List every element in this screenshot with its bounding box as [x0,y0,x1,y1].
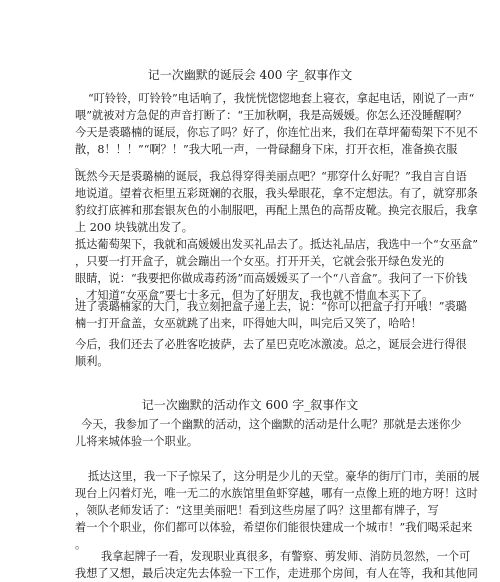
text-line: 。 [75,538,87,551]
text-line: 今天是裘璐楠的诞辰，你忘了吗？好了，你连忙出来，我们在草坪葡萄架下不见不 [75,126,478,139]
text-line: 今天，我参加了一个幽默的活动，这个幽默的活动是什么呢？那就是去迷你少 [81,418,462,431]
essay-title-2: 记一次幽默的活动作文 600 字_叙事作文 [141,398,359,412]
text-line: 进了裘璐楠家的大门，我立刻把盒子递上去，说：“你可以把盒子打开哦！”裘璐 [75,300,467,313]
text-line: 抵达葡萄架下，我就和高媛媛出发买礼品去了。抵达礼品店，我选中一个“女巫盒” [75,238,479,251]
essay-1-paragraph-2 [75,168,478,236]
essay-1-paragraph-5 [75,336,467,370]
essay-1-paragraph-3 [75,236,479,304]
text-line: 抵达这里，我一下子惊呆了，这分明是少儿的天堂。豪华的街厅门市，美丽的展 [88,470,480,483]
text-line: 着一个个职业，你们都可以体验，希望你们能很快建成一个城市！”我们喝采起来 [75,521,473,534]
text-line: 今后，我们还去了必胜客吃披萨，去了星巴克吃冰激凌。总之，诞辰会进行得很 [75,338,467,351]
text-line: 现台上闪着灯光，唯一无二的水族馆里鱼虾穿越，哪有一点像上班的地方呀！这时 [75,487,478,500]
text-line: 儿将来城体验一个职业。 [75,435,199,448]
text-line: 上 200 块钱就出发了。 [75,221,193,234]
text-line: 。 [75,160,87,173]
text-line: ，才知道“女巫盒”要七十多元，但为了好朋友，我也就不惜血本买下了。 [75,289,434,302]
text-line: ，领队老师发话了：“这里美丽吧！看到这些房屋了吗？这里都有牌子，写 [75,504,439,517]
text-line: 既然今天是裘璐楠的诞辰，我总得穿得美丽点吧？“那穿什么好呢？”我自言自语 [75,170,467,183]
text-line: 顺利。 [75,355,109,368]
text-line: 喂”就被对方急促的声音打断了：“王加秋啊，我是高媛媛。你怎么还没睡醒啊？ [75,109,467,122]
text-line: 眼睛，说：“我要把你做成毒药汤”而高媛媛买了一个“八音盒”。我问了一下价钱 [75,272,468,285]
text-line: 我想了又想，最后决定先去体验一下工作，走进那个房间，有人在等，我和其他同 [75,567,478,580]
text-line: 楠一打开盒盖，女巫就跳了出来，吓得她大叫，叫完后又笑了，哈哈！ [75,317,422,330]
essay-1-paragraph-1 [75,90,478,175]
essay-2-paragraph-2 [75,468,480,553]
text-line: 地说道。望着衣柜里五彩斑斓的衣服，我头晕眼花，拿不定想法。有了，就穿那条 [75,187,478,200]
text-line: 我拿起牌子一看，发现职业真很多，有警察、剪发师、消防员忽然，一个可 [101,550,471,563]
essay-1-paragraph-4 [75,298,467,332]
text-line: 豹纹打底裤和那套银灰色的小制服吧，再配上黑色的高帮皮靴。换完衣服后，我拿 [75,204,478,217]
essay-2-paragraph-3 [75,548,478,582]
text-line: ，只要一打开盒子，就会蹦出一个女巫。打开开关，它就会张开绿色发光的 [75,255,445,268]
text-line: 散，8！！！”“啊？！”我大吼一声，一骨碌翻身下床，打开衣柜，准备换衣服 [75,143,458,156]
text-line: “叮铃铃，叮铃铃”电话响了，我恍恍惚惚地套上寝衣，拿起电话，刚说了一声“ [88,92,475,105]
essay-title-1: 记一次幽默的诞辰会 400 字_叙事作文 [147,68,353,82]
essay-2-paragraph-1 [75,416,462,450]
